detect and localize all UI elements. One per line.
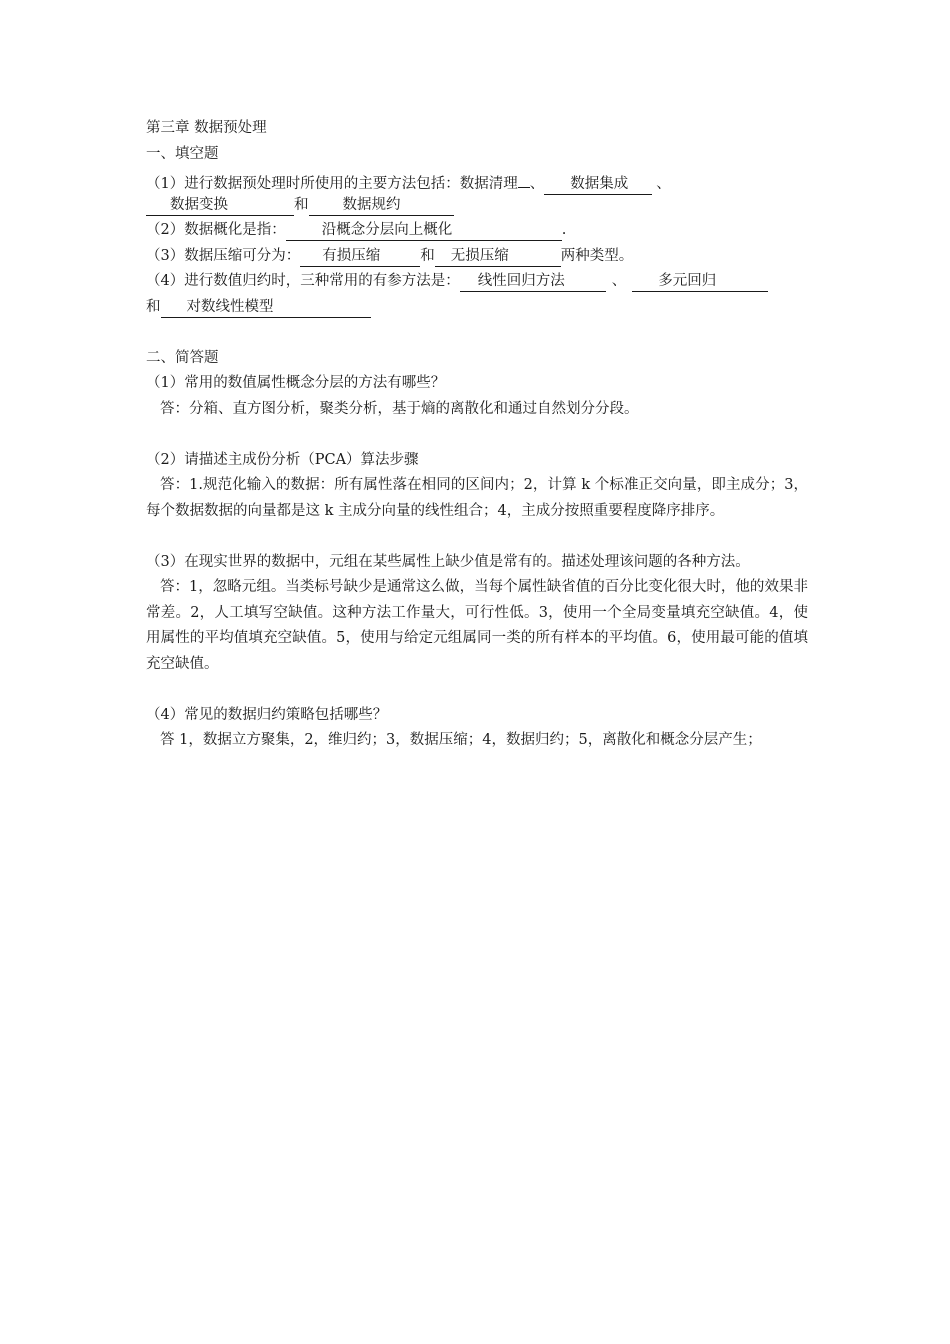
fill-question-2 xyxy=(146,218,808,244)
fill-q1-and: 和 xyxy=(294,196,309,213)
fill-q1-blank1 xyxy=(518,167,530,188)
spacer-3 xyxy=(146,677,808,703)
document-page xyxy=(146,116,808,754)
short-question-3: （3）在现实世界的数据中，元组在某些属性上缺少值是常有的。描述处理该问题的各种方法。 xyxy=(146,553,750,570)
fill-question-4-cont xyxy=(146,295,808,321)
fill-q4-blank1: 线性回归方法 xyxy=(460,271,606,292)
fill-q1-blank4: 数据规约 xyxy=(309,195,454,216)
fill-q1-prefix: （1）进行数据预处理时所使用的主要方法包括：数据清理 xyxy=(146,176,518,192)
short-question-4: （4）常见的数据归约策略包括哪些？ xyxy=(146,706,388,723)
short-question-2: （2）请描述主成份分析（PCA）算法步骤 xyxy=(146,451,419,468)
short-answer-1: 答：分箱、直方图分析，聚类分析，基于熵的离散化和通过自然划分分段。 xyxy=(160,400,639,417)
fill-q2-prefix: （2）数据概化是指： xyxy=(146,222,286,238)
fill-q2-suffix: . xyxy=(561,222,567,238)
fill-q4-sep: 、 xyxy=(611,273,627,289)
fill-q3-blank1: 有损压缩 xyxy=(300,246,420,267)
fill-q3-suffix: 两种类型。 xyxy=(560,247,634,264)
short-answer-4: 答 1，数据立方聚集，2，维归约；3，数据压缩；4，数据归约；5，离散化和概念分层产生； xyxy=(160,732,762,748)
fill-q3-prefix: （3）数据压缩可分为： xyxy=(146,247,301,264)
fill-q1-blank2: 数据集成 xyxy=(544,174,652,195)
fill-question-1-cont xyxy=(146,193,808,219)
fill-q2-blank: 沿概念分层向上概化 xyxy=(286,220,562,241)
fill-q1-sep1: 、 xyxy=(529,176,545,192)
fill-question-3 xyxy=(146,244,808,270)
fill-q4-blank2: 多元回归 xyxy=(632,271,768,292)
short-question-1: （1）常用的数值属性概念分层的方法有哪些？ xyxy=(146,375,446,391)
fill-q3-blank2: 无损压缩 xyxy=(435,246,561,267)
fill-question-4 xyxy=(146,269,808,295)
fill-q4-blank3: 对数线性模型 xyxy=(161,297,371,318)
short-answer-2: 答：1.规范化输入的数据：所有属性落在相同的区间内；2，计算 k 个标准正交向量，即主成分；3，每个数据数据的向量都是这 k 主成分向量的线性组合；4，主成分按照重要程度降序排序。 xyxy=(146,477,808,519)
fill-q1-sep2: 、 xyxy=(656,176,671,192)
fill-q1-blank3: 数据变换 xyxy=(146,195,294,216)
fill-q4-and: 和 xyxy=(146,298,161,315)
fill-section-heading: 一、填空题 xyxy=(146,145,219,162)
fill-q4-prefix: （4）进行数值归约时，三种常用的有参方法是： xyxy=(146,273,460,289)
spacer-1 xyxy=(146,422,808,448)
section-spacer xyxy=(146,320,808,346)
fill-question-1 xyxy=(146,167,808,193)
chapter-title: 第三章 数据预处理 xyxy=(146,120,267,136)
short-section-heading: 二、简答题 xyxy=(146,349,219,366)
fill-q3-and: 和 xyxy=(420,247,435,264)
short-answer-3: 答：1，忽略元组。当类标号缺少是通常这么做，当每个属性缺省值的百分比变化很大时，他的效果非常差。2，人工填写空缺值。这种方法工作量大，可行性低。3，使用一个全局变量填充空缺值。4，使用属性的平均值填充空缺值。5，使用与给定元组属同一类的所有样本的平均值。6，使用最可能的值填充空缺值。 xyxy=(146,579,808,672)
spacer-2 xyxy=(146,524,808,550)
